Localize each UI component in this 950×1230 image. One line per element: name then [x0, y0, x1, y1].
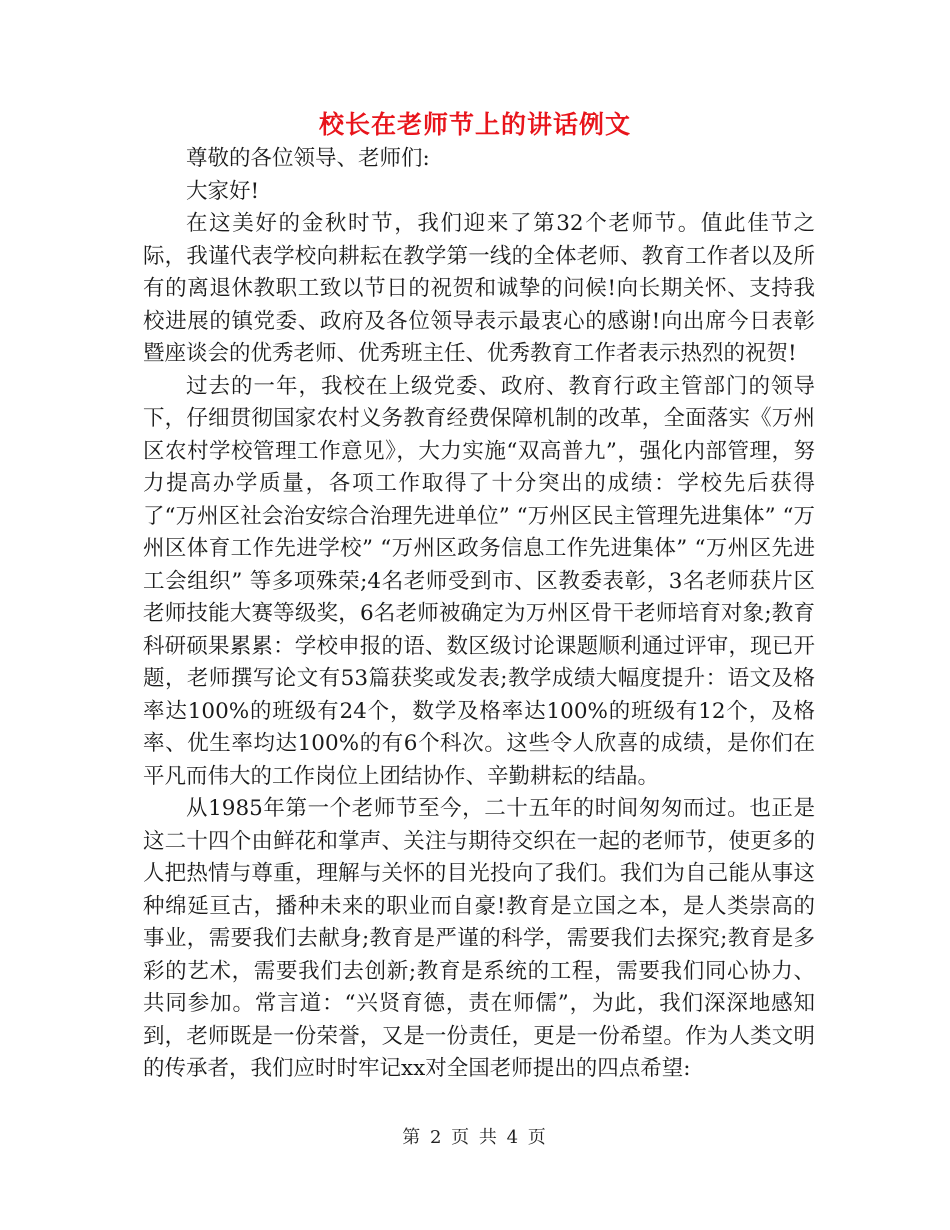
paragraph: 从1985年第一个老师节至今，二十五年的时间匆匆而过。也正是这二十四个由鲜花和掌声、关注与期待交织在一起的老师节，使更多的人把热情与尊重，理解与关怀的目光投向了我们。我们为自己能从事这种绵延亘古，播种未来的职业而自豪!教育是立国之本，是人类崇高的事业，需要我们去献身;教育是严谨的科学，需要我们去探究;教育是多彩的艺术，需要我们去创新;教育是系统的工程，需要我们同心协力、共同参加。常言道：“兴贤育德，责在师儒”，为此，我们深深地感知到，老师既是一份荣誉，又是一份责任，更是一份希望。作为人类文明的传承者，我们应时时牢记xx对全国老师提出的四点希望:: [143, 796, 815, 1081]
document-body: [143, 143, 815, 1086]
document-title: 校长在老师节上的讲话例文: [318, 110, 631, 139]
paragraph: 在这美好的金秋时节，我们迎来了第32个老师节。值此佳节之际，我谨代表学校向耕耘在教学第一线的全体老师、教育工作者以及所有的离退休教职工致以节日的祝贺和诚挚的问候!向长期关怀、支持我校进展的镇党委、政府及各位领导表示最衷心的感谢!向出席今日表彰暨座谈会的优秀老师、优秀班主任、优秀教育工作者表示热烈的祝贺!: [143, 211, 815, 366]
salutation: 尊敬的各位领导、老师们:: [186, 146, 430, 171]
paragraph: 过去的一年，我校在上级党委、政府、教育行政主管部门的领导下，仔细贯彻国家农村义务教育经费保障机制的改革，全面落实《万州区农村学校管理工作意见》，大力实施“双高普九”，强化内部管理，努力提高办学质量，各项工作取得了十分突出的成绩：学校先后获得了“万州区社会治安综合治理先进单位” “万州区民主管理先进集体” “万州区体育工作先进学校” “万州区政务信息工作先进集体” “万州区先进工会组织” 等多项殊荣;4名老师受到市、区教委表彰，3名老师获片区老师技能大赛等级奖，6名老师被确定为万州区骨干老师培育对象;教育科研硕果累累：学校申报的语、数区级讨论课题顺利通过评审，现已开题，老师撰写论文有53篇获奖或发表;教学成绩大幅度提升：语文及格率达100%的班级有24个，数学及格率达100%的班级有12个，及格率、优生率均达100%的有6个科次。这些令人欣喜的成绩，是你们在平凡而伟大的工作岗位上团结协作、辛勤耕耘的结晶。: [143, 373, 815, 789]
page-number-footer: 第 2 页 共 4 页: [402, 1127, 548, 1148]
greeting: 大家好!: [186, 178, 260, 204]
